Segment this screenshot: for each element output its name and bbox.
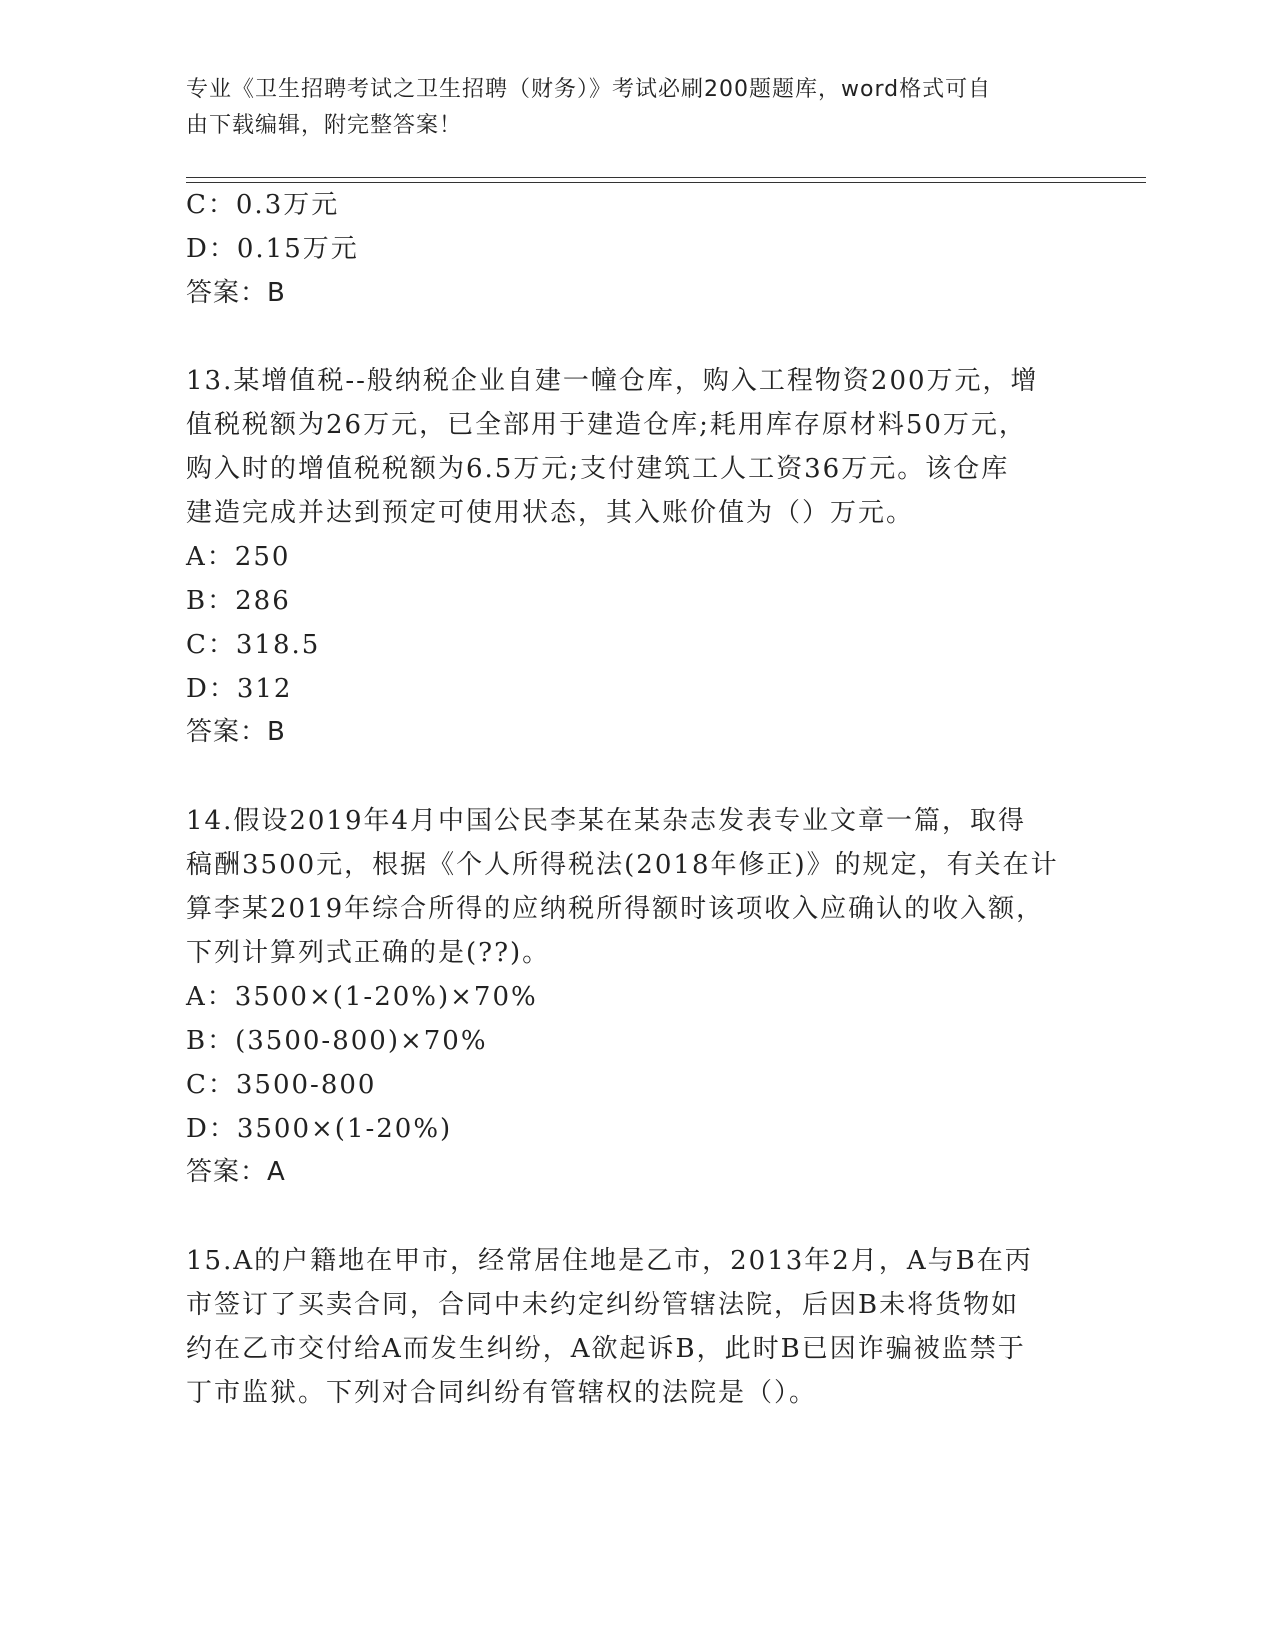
question-15-line: 约在乙市交付给A而发生纠纷，A欲起诉B，此时B已因诈骗被监禁于 <box>186 1334 1026 1364</box>
question-13-line: 购入时的增值税税额为6.5万元;支付建筑工人工资36万元。该仓库 <box>186 454 1010 484</box>
answer: 答案：A <box>186 1157 286 1187</box>
header-line: 由下载编辑，附完整答案！ <box>186 113 463 138</box>
header-line: 专业《卫生招聘考试之卫生招聘（财务）》考试必刷200题题库，word格式可自 <box>186 77 992 102</box>
option-c: C：3500-800 <box>186 1070 377 1100</box>
question-14-line: 稿酬3500元，根据《个人所得税法(2018年修正)》的规定，有关在计 <box>186 850 1059 880</box>
option-a: A：250 <box>186 542 291 572</box>
answer: 答案：B <box>186 278 286 308</box>
question-14-line: 14.假设2019年4月中国公民李某在某杂志发表专业文章一篇，取得 <box>186 806 1027 836</box>
question-15-line: 市签订了买卖合同，合同中未约定纠纷管辖法院，后因B未将货物如 <box>186 1290 1020 1320</box>
option-d: D：312 <box>186 674 293 704</box>
answer: 答案：B <box>186 717 286 747</box>
option-d: D：3500×(1-20%) <box>186 1114 453 1144</box>
option-c: C：0.3万元 <box>186 190 340 220</box>
question-13-line: 13.某增值税--般纳税企业自建一幢仓库，购入工程物资200万元，增 <box>186 366 1039 396</box>
page-header <box>186 72 1066 144</box>
option-b: B：(3500-800)×70% <box>186 1026 488 1056</box>
option-c: C：318.5 <box>186 630 321 660</box>
question-15-line: 丁市监狱。下列对合同纠纷有管辖权的法院是（）。 <box>186 1378 818 1408</box>
question-14-line: 下列计算列式正确的是(??)。 <box>186 938 551 968</box>
option-a: A：3500×(1-20%)×70% <box>186 982 538 1012</box>
option-d: D：0.15万元 <box>186 234 359 264</box>
header-rule <box>186 182 1146 183</box>
question-13-line: 值税税额为26万元，已全部用于建造仓库;耗用库存原材料50万元， <box>186 410 1027 440</box>
question-13-line: 建造完成并达到预定可使用状态，其入账价值为（）万元。 <box>186 498 915 528</box>
question-14-line: 算李某2019年综合所得的应纳税所得额时该项收入应确认的收入额， <box>186 894 1045 924</box>
option-b: B：286 <box>186 586 291 616</box>
question-15-line: 15.A的户籍地在甲市，经常居住地是乙市，2013年2月，A与B在丙 <box>186 1246 1033 1276</box>
header-rule <box>186 177 1146 178</box>
